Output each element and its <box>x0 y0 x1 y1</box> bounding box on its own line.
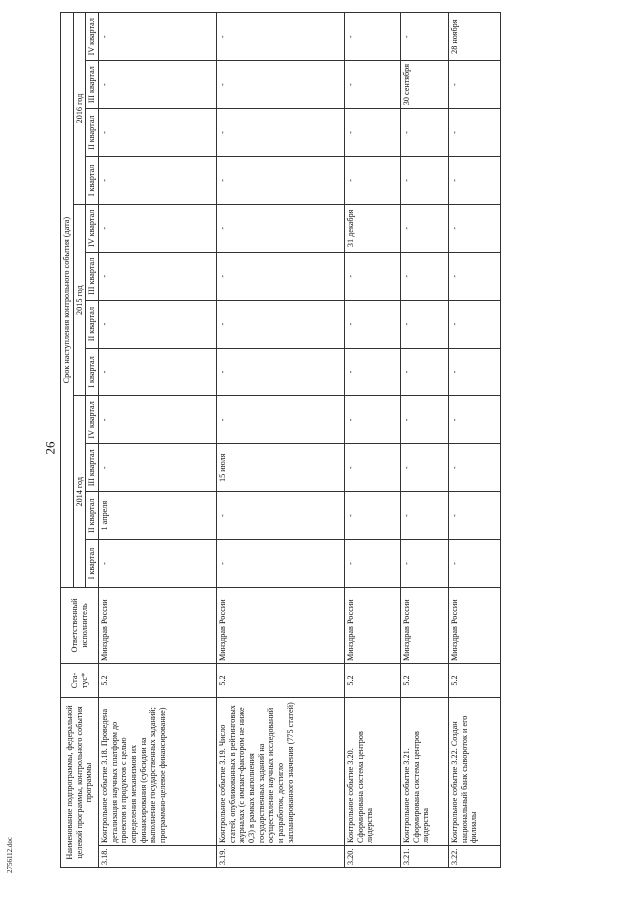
quarter-cell: - <box>449 492 501 540</box>
quarter-cell: - <box>99 204 217 252</box>
quarter-cell: - <box>99 300 217 348</box>
responsible-executor: Минздрав России <box>217 587 345 663</box>
quarter-cell: - <box>449 348 501 396</box>
quarter-cell: - <box>449 109 501 157</box>
quarter-cell: - <box>99 348 217 396</box>
quarter-cell: - <box>99 109 217 157</box>
quarter-cell: - <box>217 252 345 300</box>
quarter-cell: - <box>99 444 217 492</box>
table-row <box>99 13 217 868</box>
row-number: 3.20. <box>345 846 401 868</box>
quarter-cell: 30 сентября <box>401 61 449 109</box>
quarter-cell: - <box>345 444 401 492</box>
event-name: Контрольное событие 3.21. Сформирована система центров лидерства <box>401 697 449 845</box>
quarter-cell: 28 ноября <box>449 13 501 61</box>
quarter-cell: - <box>217 492 345 540</box>
status-code: 5.2 <box>401 663 449 697</box>
header-quarter: II квартал <box>86 300 99 348</box>
schedule-table-rotated <box>60 13 528 868</box>
quarter-cell: - <box>217 61 345 109</box>
quarter-cell: - <box>217 109 345 157</box>
quarter-cell: - <box>449 540 501 588</box>
quarter-cell: - <box>401 540 449 588</box>
quarter-cell: - <box>217 156 345 204</box>
quarter-cell: - <box>217 204 345 252</box>
quarter-cell: - <box>345 13 401 61</box>
quarter-cell: - <box>345 540 401 588</box>
responsible-executor: Минздрав России <box>449 587 501 663</box>
header-year: 2014 год <box>73 396 86 588</box>
quarter-cell: - <box>345 109 401 157</box>
status-code: 5.2 <box>449 663 501 697</box>
quarter-cell: 31 декабря <box>345 204 401 252</box>
table-row <box>217 13 345 868</box>
status-code: 5.2 <box>99 663 217 697</box>
responsible-executor: Минздрав России <box>99 587 217 663</box>
quarter-cell: - <box>217 396 345 444</box>
header-status: Ста-тус* <box>61 663 99 697</box>
quarter-cell: - <box>401 444 449 492</box>
quarter-cell: - <box>401 204 449 252</box>
quarter-cell: - <box>449 61 501 109</box>
quarter-cell: - <box>401 13 449 61</box>
header-quarter: II квартал <box>86 492 99 540</box>
footer-filename: 2756112.doc <box>6 836 14 874</box>
event-name: Контрольное событие 3.19. Число статей, опубликованных в рейтинговых журналах (с импакт-фактором не ниже 0,3) в рамках выполнения государственных заданий на осуществление научных исследований и разработок, достигло запланированного значения (775 статей) <box>217 697 345 845</box>
quarter-cell: - <box>345 348 401 396</box>
table-row <box>449 13 501 868</box>
quarter-cell: - <box>99 540 217 588</box>
quarter-cell: - <box>345 300 401 348</box>
header-quarter: III квартал <box>86 252 99 300</box>
quarter-cell: - <box>345 492 401 540</box>
header-deadline: Срок наступления контрольного события (дата) <box>61 13 74 588</box>
quarter-cell: - <box>449 300 501 348</box>
quarter-cell: - <box>449 396 501 444</box>
header-quarter: I квартал <box>86 156 99 204</box>
quarter-cell: - <box>99 61 217 109</box>
quarter-cell: - <box>401 252 449 300</box>
row-number: 3.18. <box>99 846 217 868</box>
header-quarter: I квартал <box>86 540 99 588</box>
quarter-cell: - <box>401 156 449 204</box>
page-number: 26 <box>42 441 57 455</box>
quarter-cell: - <box>99 396 217 444</box>
quarter-cell: - <box>217 540 345 588</box>
quarter-cell: - <box>217 348 345 396</box>
header-quarter: IV квартал <box>86 204 99 252</box>
header-quarter: II квартал <box>86 109 99 157</box>
header-quarter: I квартал <box>86 348 99 396</box>
control-events-table <box>60 12 501 868</box>
quarter-cell: - <box>217 13 345 61</box>
responsible-executor: Минздрав России <box>345 587 401 663</box>
table-row <box>401 13 449 868</box>
quarter-cell: - <box>401 109 449 157</box>
quarter-cell: 1 апреля <box>99 492 217 540</box>
row-number: 3.19. <box>217 846 345 868</box>
quarter-cell: - <box>449 204 501 252</box>
quarter-cell: - <box>217 300 345 348</box>
status-code: 5.2 <box>217 663 345 697</box>
event-name: Контрольное событие 3.22. Создан национальный банк сывороток и его филиалы <box>449 697 501 845</box>
header-name: Наименование подпрограммы, федеральной целевой программы, контрольного события программы <box>61 697 99 867</box>
quarter-cell: - <box>449 252 501 300</box>
responsible-executor: Минздрав России <box>401 587 449 663</box>
row-number: 3.21. <box>401 846 449 868</box>
quarter-cell: - <box>449 444 501 492</box>
event-name: Контрольное событие 3.18. Проведена детализация научных платформ до проектов и продуктов с целью определения механизмов их финансирования (субсидии на выполнение государственных заданий; программно-целевое финансирование) <box>99 697 217 845</box>
header-quarter: III квартал <box>86 61 99 109</box>
event-name: Контрольное событие 3.20. Сформирована система центров лидерства <box>345 697 401 845</box>
quarter-cell: - <box>449 156 501 204</box>
table-row <box>345 13 401 868</box>
header-quarter: IV квартал <box>86 13 99 61</box>
quarter-cell: - <box>345 396 401 444</box>
quarter-cell: 15 июля <box>217 444 345 492</box>
quarter-cell: - <box>99 156 217 204</box>
quarter-cell: - <box>99 252 217 300</box>
header-quarter: III квартал <box>86 444 99 492</box>
quarter-cell: - <box>401 396 449 444</box>
quarter-cell: - <box>401 348 449 396</box>
quarter-cell: - <box>401 492 449 540</box>
row-number: 3.22. <box>449 846 501 868</box>
header-year: 2016 год <box>73 13 86 205</box>
header-responsible: Ответственный исполнитель <box>61 587 99 663</box>
quarter-cell: - <box>345 252 401 300</box>
header-quarter: IV квартал <box>86 396 99 444</box>
quarter-cell: - <box>345 61 401 109</box>
status-code: 5.2 <box>345 663 401 697</box>
quarter-cell: - <box>345 156 401 204</box>
header-year: 2015 год <box>73 204 86 396</box>
quarter-cell: - <box>99 13 217 61</box>
quarter-cell: - <box>401 300 449 348</box>
table-body <box>99 13 501 868</box>
